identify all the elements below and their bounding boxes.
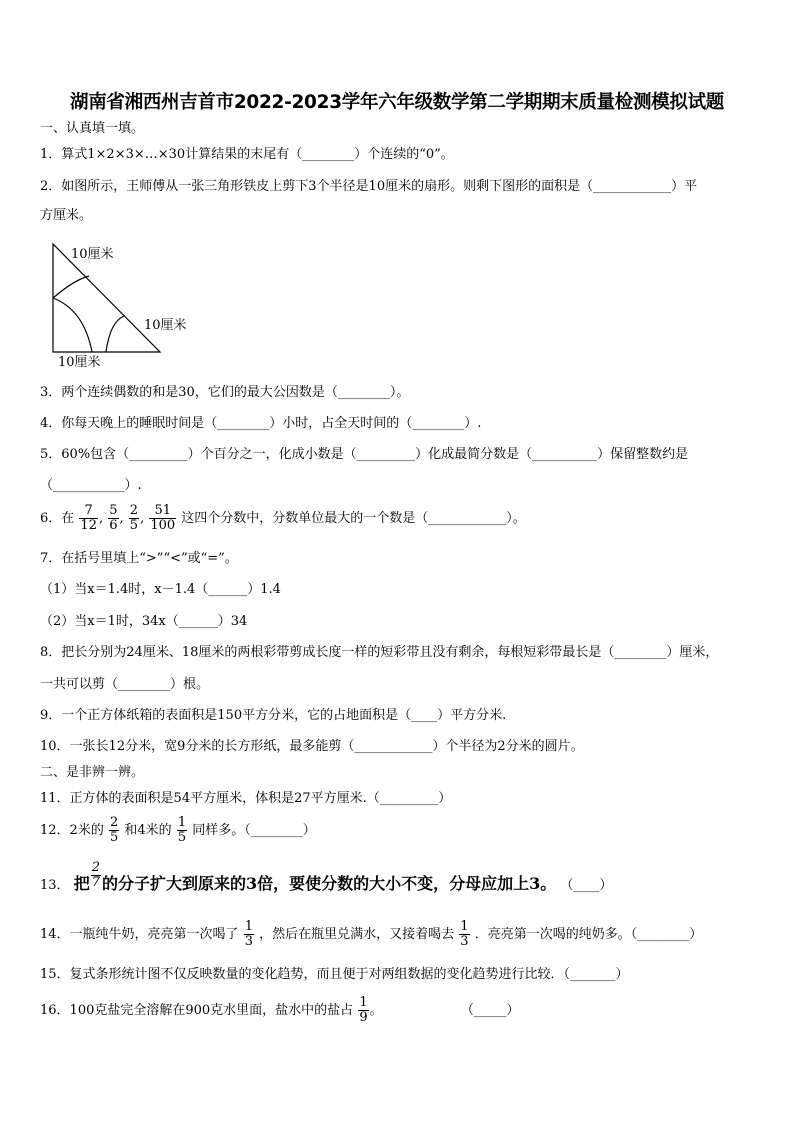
label-base: 10厘米: [58, 355, 101, 370]
frac-den: 9: [359, 1010, 368, 1025]
fraction-1-9: [358, 996, 368, 1025]
q13-text-a: 把: [73, 874, 90, 893]
frac-den: 7: [91, 875, 100, 890]
frac-den: 6: [109, 518, 118, 533]
frac-num: 51: [149, 504, 176, 519]
fraction-1-5: [177, 816, 187, 845]
frac-num: 1: [460, 919, 469, 934]
sector-arc-top: [53, 276, 89, 298]
question-5-line-1: 5．60%包含（_________）个百分之一，化成小数是（_________）化成最简分数是（__________）保留整数约是: [40, 447, 689, 462]
question-5-line-2: （___________）.: [40, 478, 142, 493]
q16-prefix: 16．100克盐完全溶解在900克水里面，盐水中的盐占: [40, 1003, 354, 1018]
question-14: [40, 920, 702, 950]
q13-text-b: 的分子扩大到原来的3倍，要使分数的大小不变，分母应加上3。: [101, 874, 557, 893]
q16-blank: （_____）: [460, 1003, 520, 1018]
question-7: 7．在括号里填上“>”“<”或“=”。: [40, 551, 238, 566]
frac-den: 100: [150, 518, 176, 533]
q13-blank: （____）: [560, 878, 613, 893]
fraction-51-100: [149, 504, 176, 533]
fraction-7-12: [79, 504, 98, 533]
label-hypotenuse-top: 10厘米: [71, 247, 114, 262]
question-16: [40, 996, 519, 1026]
question-7-part-2: （2）当x＝1时，34x（______）34: [40, 614, 248, 629]
section-heading-2: 二、是非辨一辨。: [40, 765, 145, 780]
frac-num: 7: [79, 504, 98, 519]
frac-den: 5: [109, 830, 119, 845]
question-8-line-2: 一共可以剪（________）根。: [40, 677, 210, 692]
q12-middle: 和4米的: [124, 823, 172, 838]
label-hypotenuse-right: 10厘米: [144, 318, 187, 333]
fraction-2-7: [91, 861, 101, 890]
frac-num: 2: [109, 815, 119, 830]
fraction-2-5: [109, 816, 119, 845]
question-13: [40, 860, 613, 904]
question-11: 11．正方体的表面积是54平方厘米，体积是27平方厘米.（_________）: [40, 791, 452, 806]
question-4: 4．你每天晚上的睡眠时间是（________）小时，占全天时间的（________）.: [40, 416, 482, 431]
frac-den: 12: [80, 518, 97, 533]
q16-suffix: 。: [369, 1003, 383, 1018]
q13-number: 13．: [40, 878, 70, 893]
fraction-2-5: [129, 504, 139, 533]
frac-den: 5: [177, 830, 187, 845]
q6-prefix: 6．在: [40, 511, 75, 526]
fraction-5-6: [108, 504, 118, 533]
q12-prefix: 12．2米的: [40, 823, 104, 838]
frac-den: 3: [244, 934, 253, 949]
question-6: 6．在 $\frac{7}{12}$ , $\frac{5}{6}$ , $\frac{2}{5}$ , $\frac{51}{100}$ 这四个分数中，分数单位最大的一个数是（____________）。: [40, 503, 526, 533]
section-heading-1: 一、认真填一填。: [40, 121, 145, 136]
question-10: 10．一张长12分米，宽9分米的长方形纸，最多能剪（____________）个半径为2分米的圆片。: [40, 739, 584, 754]
sector-arc-left: [53, 298, 92, 352]
triangle-figure: [44, 240, 204, 370]
question-15: 15．复式条形统计图不仅反映数量的变化趋势，而且便于对两组数据的变化趋势进行比较．（_______）: [40, 967, 629, 982]
fraction-1-3: [459, 920, 469, 949]
question-8-line-1: 8．把长分别为24厘米、18厘米的两根彩带剪成长度一样的短彩带且没有剩余，每根短彩带最长是（________）厘米，: [40, 645, 719, 660]
q14-suffix: ．亮亮第一次喝的纯奶多。（________）: [474, 927, 703, 942]
fraction-1-3: [244, 920, 254, 949]
question-7-part-1: （1）当x＝1.4时，x－1.4（______）1.4: [40, 582, 281, 597]
question-2-line-1: 2．如图所示，王师傅从一张三角形铁皮上剪下3个半径是10厘米的扇形。则剩下图形的面积是（____________）平: [40, 179, 698, 194]
frac-num: 1: [244, 919, 253, 934]
q6-suffix: 这四个分数中，分数单位最大的一个数是（____________）。: [181, 511, 526, 526]
question-1: 1．算式1×2×3×…×30计算结果的末尾有（________）个连续的“0”。: [40, 147, 454, 162]
frac-den: 3: [460, 934, 469, 949]
question-3: 3．两个连续偶数的和是30，它们的最大公因数是（________）。: [40, 385, 410, 400]
frac-num: 2: [91, 860, 100, 875]
frac-num: 1: [177, 815, 187, 830]
frac-num: 2: [129, 503, 139, 518]
frac-num: 5: [109, 503, 118, 518]
q14-prefix: 14．一瓶纯牛奶，亮亮第一次喝了: [40, 927, 239, 942]
question-2-line-2: 方厘米。: [40, 208, 93, 223]
q12-suffix: 同样多。（________）: [192, 823, 316, 838]
frac-den: 5: [129, 518, 139, 533]
frac-num: 1: [359, 995, 368, 1010]
question-9: 9．一个正方体纸箱的表面积是150平方分米，它的占地面积是（____）平方分米.: [40, 708, 507, 723]
page-title: 湖南省湘西州吉首市2022-2023学年六年级数学第二学期期末质量检测模拟试题: [70, 92, 724, 113]
sector-arc-right: [106, 316, 124, 352]
q14-middle: ，然后在瓶里兑满水，又接着喝去: [259, 927, 455, 942]
question-12: [40, 816, 316, 846]
